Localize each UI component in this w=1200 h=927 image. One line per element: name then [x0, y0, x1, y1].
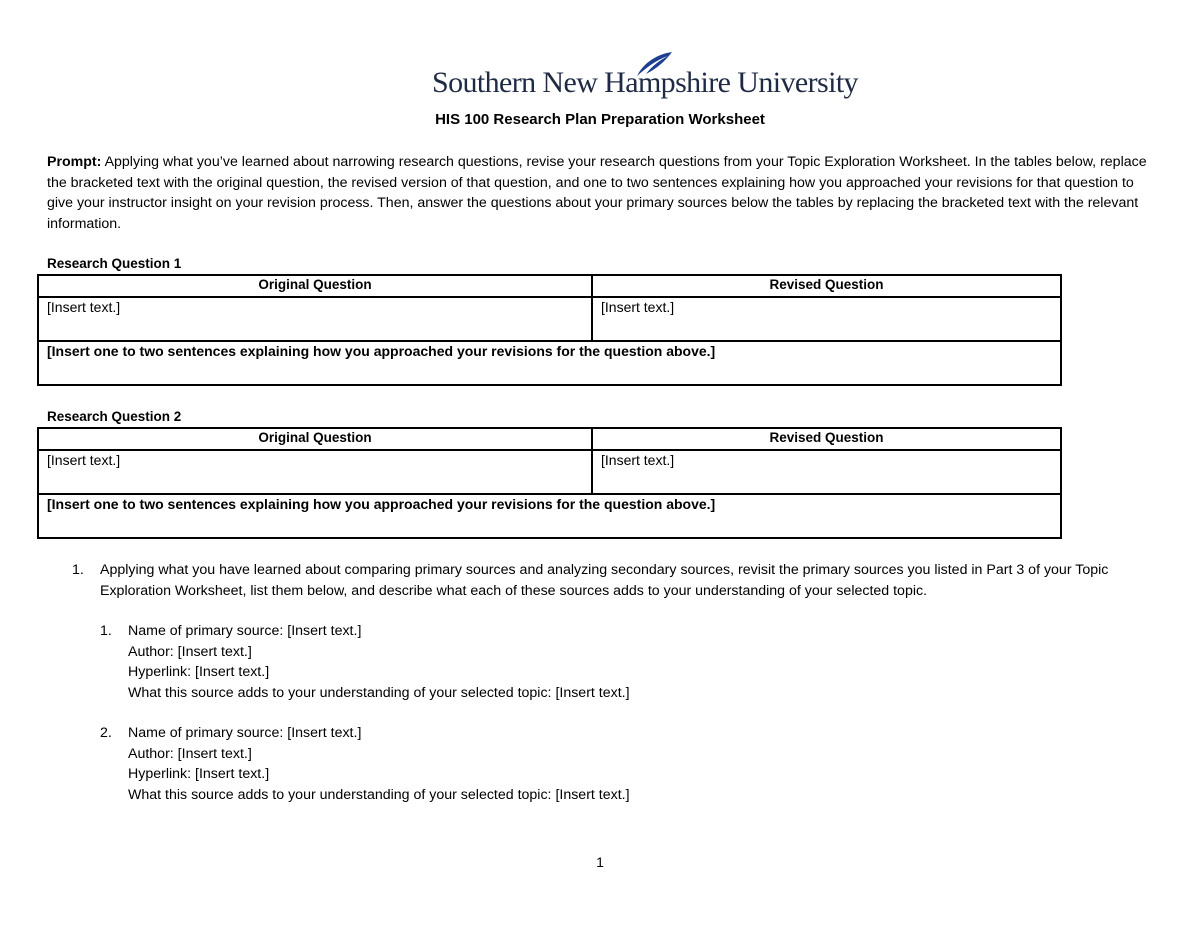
page-number: 1	[596, 854, 604, 870]
university-name: Southern New Hampshire University	[432, 66, 858, 99]
revised-question-cell[interactable]: [Insert text.]	[592, 450, 1061, 494]
university-logo	[432, 52, 858, 104]
original-question-cell[interactable]: [Insert text.]	[38, 450, 592, 494]
document-title: HIS 100 Research Plan Preparation Worksheet	[435, 111, 765, 128]
research-question-2-table	[37, 427, 1062, 539]
prompt-text: Applying what you’ve learned about narrowing research questions, revise your research questions from your Topic Exploration Worksheet. In the tables below, replace the bracketed text with the original question, the revised version of that question, and one to two sentences explaining how you approached your revisions for that question to give your instructor insight on your revision process. Then, answer the questions about your primary sources below the tables by replacing the bracketed text with the relevant information.	[47, 154, 1147, 232]
source-name-line[interactable]: Name of primary source: [Insert text.]	[128, 623, 362, 639]
question-1-text: Applying what you have learned about comparing primary sources and analyzing secondary sources, revisit the primary sources you listed in Part 3 of your Topic Exploration Worksheet, list them below, and describe what each of these sources adds to your understanding of your selected topic.	[100, 562, 1109, 599]
source-number: 2.	[100, 725, 112, 741]
source-author-line[interactable]: Author: [Insert text.]	[128, 745, 252, 762]
prompt-label: Prompt:	[47, 154, 102, 170]
original-question-cell[interactable]: [Insert text.]	[38, 297, 592, 341]
original-question-header: Original Question	[38, 428, 592, 450]
original-question-header: Original Question	[38, 275, 592, 297]
research-question-1-label: Research Question 1	[47, 256, 182, 271]
quill-feather-icon	[432, 52, 772, 104]
research-question-2-label: Research Question 2	[47, 409, 182, 424]
source-number: 1.	[100, 623, 112, 639]
research-question-1-table	[37, 274, 1062, 386]
revision-explanation-cell[interactable]: [Insert one to two sentences explaining how you approached your revisions for the question above.]	[38, 341, 1061, 385]
question-1-number: 1.	[72, 562, 84, 578]
source-hyperlink-line[interactable]: Hyperlink: [Insert text.]	[128, 766, 270, 782]
prompt-paragraph	[47, 152, 1147, 234]
source-author-line[interactable]: Author: [Insert text.]	[128, 643, 252, 660]
revised-question-header: Revised Question	[592, 428, 1061, 450]
revised-question-header: Revised Question	[592, 275, 1061, 297]
source-adds-line[interactable]: What this source adds to your understanding of your selected topic: [Insert text.]	[128, 786, 630, 803]
source-name-line[interactable]: Name of primary source: [Insert text.]	[128, 725, 362, 741]
revision-explanation-cell[interactable]: [Insert one to two sentences explaining how you approached your revisions for the question above.]	[38, 494, 1061, 538]
revised-question-cell[interactable]: [Insert text.]	[592, 297, 1061, 341]
source-adds-line[interactable]: What this source adds to your understanding of your selected topic: [Insert text.]	[128, 684, 630, 701]
source-hyperlink-line[interactable]: Hyperlink: [Insert text.]	[128, 664, 270, 680]
